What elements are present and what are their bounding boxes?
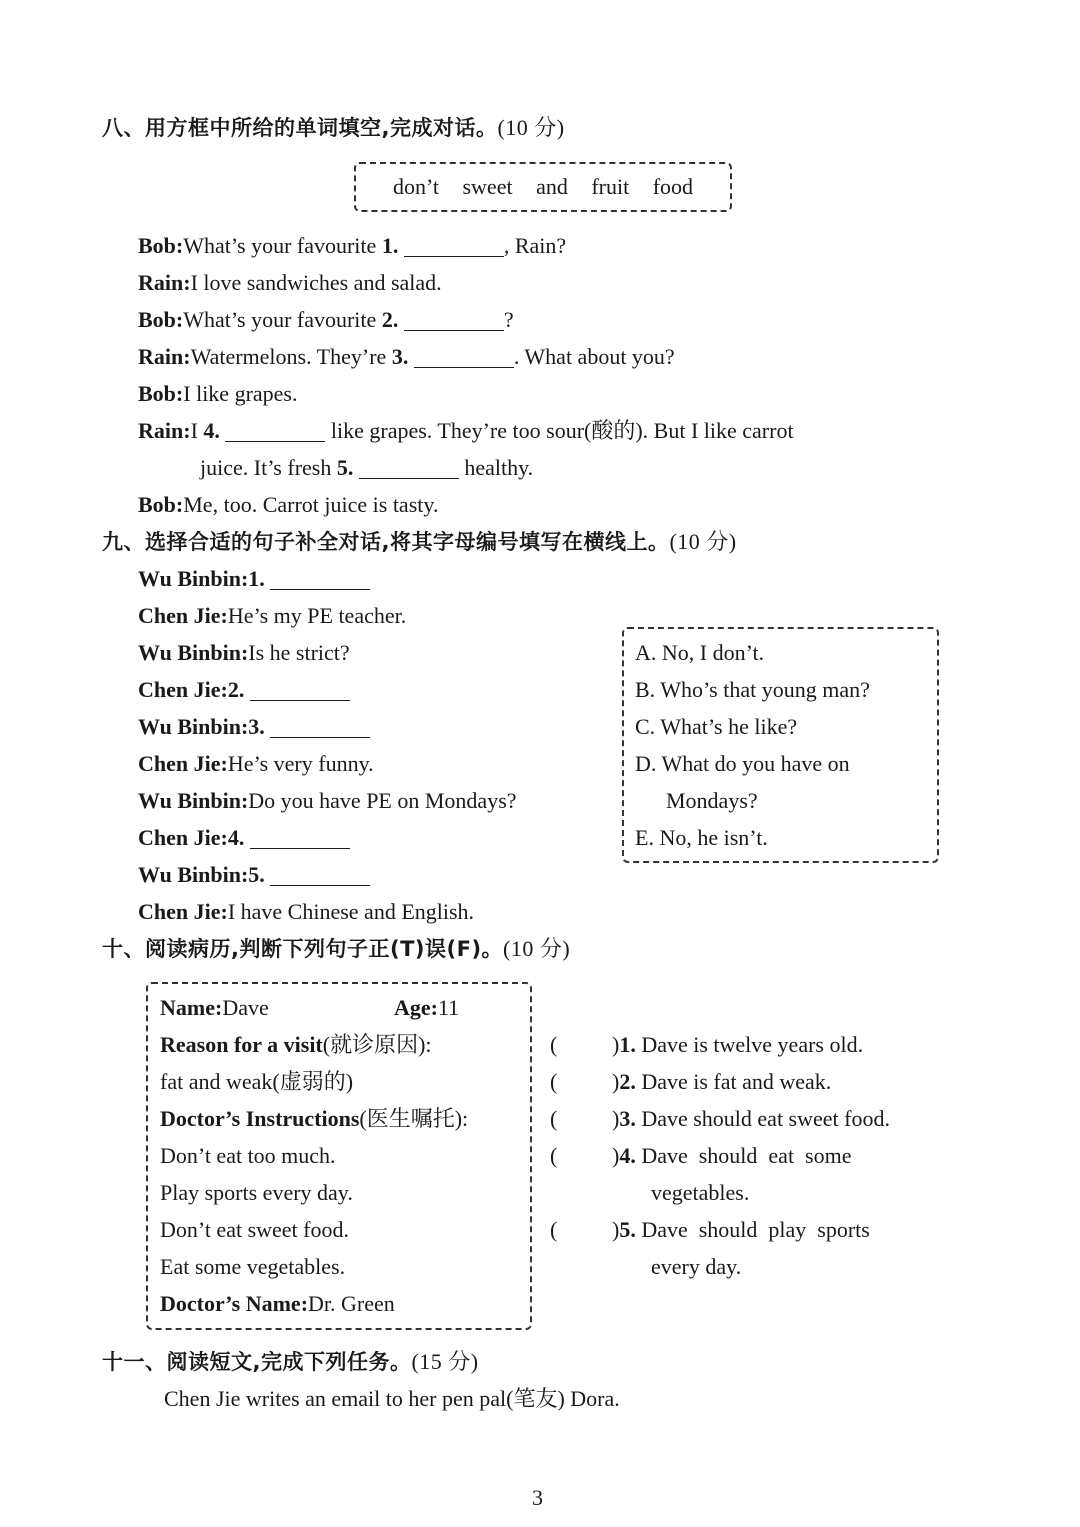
dialogue-line	[138, 343, 675, 371]
statement-1	[612, 1031, 863, 1059]
dialogue-line	[200, 454, 533, 482]
speaker: Rain:	[138, 344, 191, 369]
line-text: What’s your favourite	[183, 307, 382, 332]
dialogue-line	[138, 861, 370, 889]
dialogue-line	[138, 639, 350, 667]
age-label: Age:	[394, 995, 438, 1020]
answer-blank-3[interactable]	[270, 715, 370, 738]
speaker: Chen Jie:	[138, 899, 228, 924]
answer-paren-1[interactable]: (	[550, 1032, 558, 1057]
line-text: ?	[503, 307, 514, 332]
line-text: I like grapes.	[183, 381, 298, 406]
line-text: juice. It’s fresh	[200, 455, 337, 480]
line-text: . What about you?	[513, 344, 675, 369]
statement-text: Dave is fat and weak.	[641, 1069, 832, 1094]
dialogue-line	[138, 417, 794, 445]
answer-paren-4[interactable]: (	[550, 1143, 558, 1168]
answer-paren-3[interactable]: (	[550, 1106, 558, 1131]
speaker: Rain:	[138, 418, 191, 443]
line-text: I have Chinese and English.	[227, 899, 475, 924]
line-text: I	[190, 418, 204, 443]
close-paren: )	[612, 1143, 620, 1168]
page-number: 3	[532, 1485, 543, 1510]
instruction-item: Don’t eat too much.	[160, 1143, 336, 1168]
dialogue-line	[138, 602, 406, 630]
statement-3	[612, 1105, 890, 1133]
section-8-title: 八、用方框中所给的单词填空,完成对话。	[102, 116, 498, 140]
speaker: Wu Binbin:	[138, 640, 249, 665]
record-reason-value: fat and weak(虚弱的)	[160, 1069, 354, 1094]
answer-blank-2[interactable]	[250, 678, 350, 701]
line-text: Me, too. Carrot juice is tasty.	[183, 492, 439, 517]
close-paren: )	[612, 1217, 620, 1242]
blank-number: 4.	[227, 825, 245, 850]
line-text: , Rain?	[503, 233, 567, 258]
reason-label: Reason for a visit	[160, 1032, 323, 1057]
speaker: Bob:	[138, 233, 184, 258]
answer-blank-1[interactable]	[270, 567, 370, 590]
word-bank-item: fruit	[591, 174, 630, 199]
statement-text: Dave should eat some	[641, 1143, 852, 1168]
record-doctor-row	[160, 1290, 395, 1318]
speaker: Chen Jie:	[138, 677, 228, 702]
section-10-heading	[102, 935, 570, 963]
line-text: Is he strict?	[248, 640, 350, 665]
line-text: like grapes. They’re too sour(酸的). But I like carrot	[325, 418, 794, 443]
record-reason-row	[160, 1031, 432, 1059]
option-c: C. What’s he like?	[635, 714, 798, 739]
dialogue-line	[138, 787, 517, 815]
answer-blank-3[interactable]	[414, 345, 514, 368]
answer-blank-4[interactable]	[225, 419, 325, 442]
answer-blank-1[interactable]	[404, 234, 504, 257]
blank-number: 1.	[381, 233, 399, 258]
dialogue-line	[138, 306, 514, 334]
blank-number: 2.	[381, 307, 399, 332]
statement-text: Dave should eat sweet food.	[641, 1106, 890, 1131]
close-paren: )	[612, 1106, 620, 1131]
statement-5-continued: every day.	[651, 1254, 742, 1279]
dialogue-line	[138, 380, 297, 408]
close-paren: )	[612, 1032, 620, 1057]
statement-number: 3.	[619, 1106, 636, 1131]
section-9-title: 九、选择合适的句子补全对话,将其字母编号填写在横线上。	[102, 530, 670, 554]
dialogue-line	[138, 713, 370, 741]
answer-paren-5[interactable]: (	[550, 1217, 558, 1242]
option-e: E. No, he isn’t.	[635, 825, 768, 850]
line-text: He’s my PE teacher.	[227, 603, 407, 628]
doctor-label: Doctor’s Name:	[160, 1291, 309, 1316]
line-text: Watermelons. They’re	[190, 344, 392, 369]
section-9-points: (10 分)	[669, 529, 737, 554]
speaker: Wu Binbin:	[138, 566, 249, 591]
line-text: What’s your favourite	[183, 233, 382, 258]
section-10-points: (10 分)	[503, 936, 571, 961]
section-11-intro: Chen Jie writes an email to her pen pal(笔友) Dora.	[164, 1386, 620, 1411]
blank-number: 2.	[227, 677, 245, 702]
doctor-value: Dr. Green	[308, 1291, 395, 1316]
statement-2	[612, 1068, 831, 1096]
option-d-continued: Mondays?	[666, 788, 758, 813]
statement-number: 5.	[619, 1217, 636, 1242]
instruction-item: Eat some vegetables.	[160, 1254, 346, 1279]
record-name-row	[160, 994, 269, 1022]
dialogue-line	[138, 565, 370, 593]
blank-number: 5.	[248, 862, 265, 887]
option-b: B. Who’s that young man?	[635, 677, 870, 702]
dialogue-line	[138, 491, 438, 519]
statement-number: 4.	[619, 1143, 636, 1168]
blank-number: 4.	[203, 418, 220, 443]
statement-text: Dave is twelve years old.	[641, 1032, 864, 1057]
speaker: Chen Jie:	[138, 751, 228, 776]
name-value: Dave	[222, 995, 269, 1020]
speaker: Rain:	[138, 270, 191, 295]
dialogue-line	[138, 824, 350, 852]
dialogue-line	[138, 232, 566, 260]
section-8-points: (10 分)	[497, 115, 565, 140]
statement-4	[612, 1142, 852, 1170]
dialogue-line	[138, 269, 442, 297]
statement-5	[612, 1216, 870, 1244]
line-text: He’s very funny.	[227, 751, 374, 776]
speaker: Bob:	[138, 307, 184, 332]
line-text: Do you have PE on Mondays?	[248, 788, 517, 813]
instruction-item: Don’t eat sweet food.	[160, 1217, 349, 1242]
speaker: Wu Binbin:	[138, 714, 249, 739]
name-label: Name:	[160, 995, 223, 1020]
line-text: healthy.	[458, 455, 534, 480]
section-9-heading	[102, 528, 737, 556]
word-bank	[358, 173, 728, 201]
word-bank-item: food	[652, 174, 694, 199]
statement-4-continued: vegetables.	[651, 1180, 750, 1205]
answer-blank-4[interactable]	[250, 826, 350, 849]
section-11-points: (15 分)	[411, 1349, 479, 1374]
answer-paren-2[interactable]: (	[550, 1069, 558, 1094]
section-10-title: 十、阅读病历,判断下列句子正(T)误(F)。	[102, 937, 504, 961]
line-text: I love sandwiches and salad.	[190, 270, 442, 295]
speaker: Chen Jie:	[138, 825, 228, 850]
record-instructions-row	[160, 1105, 468, 1133]
statement-text: Dave should play sports	[641, 1217, 870, 1242]
reason-chinese: (就诊原因):	[322, 1032, 432, 1057]
speaker: Wu Binbin:	[138, 862, 249, 887]
section-11-title: 十一、阅读短文,完成下列任务。	[102, 1350, 412, 1374]
age-value: 11	[437, 995, 460, 1020]
blank-number: 3.	[391, 344, 409, 369]
dialogue-line	[138, 898, 474, 926]
blank-number: 1.	[248, 566, 265, 591]
section-11-heading	[102, 1348, 479, 1376]
close-paren: )	[612, 1069, 620, 1094]
statement-number: 1.	[619, 1032, 636, 1057]
answer-blank-2[interactable]	[404, 308, 504, 331]
dialogue-line	[138, 750, 374, 778]
section-8-heading	[102, 114, 565, 142]
speaker: Chen Jie:	[138, 603, 228, 628]
instructions-label: Doctor’s Instructions	[160, 1106, 360, 1131]
speaker: Bob:	[138, 381, 184, 406]
word-bank-item: sweet	[462, 174, 513, 199]
option-d: D. What do you have on	[635, 751, 850, 776]
speaker: Bob:	[138, 492, 184, 517]
speaker: Wu Binbin:	[138, 788, 249, 813]
statement-number: 2.	[619, 1069, 636, 1094]
answer-blank-5[interactable]	[359, 456, 459, 479]
dialogue-line	[138, 676, 350, 704]
record-age-row	[394, 994, 459, 1022]
word-bank-item: and	[536, 174, 568, 199]
blank-number: 5.	[336, 455, 354, 480]
word-bank-item: don’t	[392, 174, 439, 199]
instruction-item: Play sports every day.	[160, 1180, 353, 1205]
answer-blank-5[interactable]	[270, 863, 370, 886]
instructions-chinese: (医生嘱托):	[359, 1106, 469, 1131]
option-a: A. No, I don’t.	[635, 640, 765, 665]
blank-number: 3.	[248, 714, 265, 739]
